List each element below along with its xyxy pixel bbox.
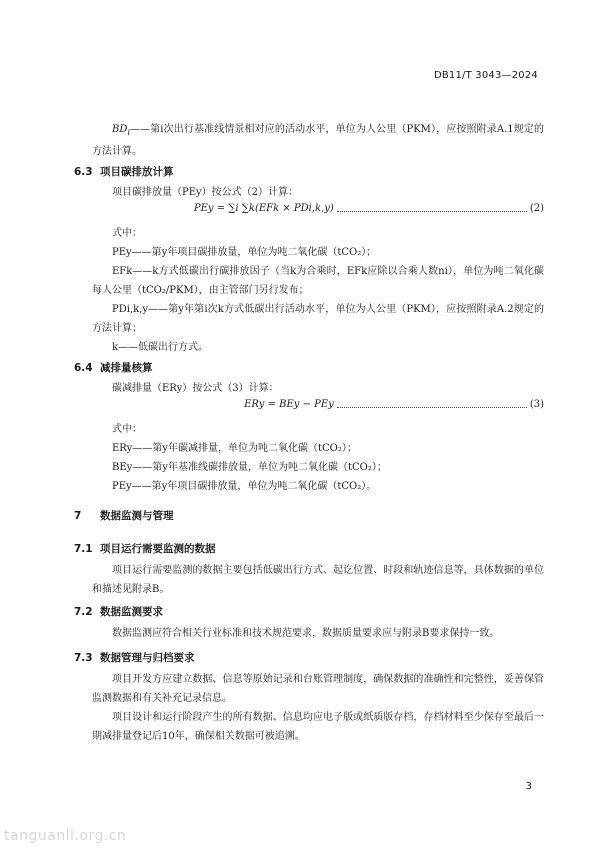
section-number: 7.3: [74, 652, 93, 664]
section-7-2-heading: [74, 604, 163, 619]
section-6-4-heading: [74, 360, 153, 375]
section-title: 数据监测与管理: [100, 510, 174, 522]
formula-2: [90, 203, 544, 214]
bd-definition-text: ——第i次出行基准线情景相对应的活动水平，单位为人公里（PKM），应按照附录A.1规定的方法计算。: [92, 124, 544, 157]
section-7-heading: [74, 508, 174, 523]
section-title: 项目运行需要监测的数据: [100, 543, 216, 555]
formula-3: [90, 399, 544, 410]
section-7-2-text: 数据监测应符合相关行业标准和技术规范要求，数据质量要求应与附录B要求保持一致。: [112, 628, 500, 639]
section-7-3-text-1: 项目开发方应建立数据、信息等原始记录和台账管理制度，确保数据的准确性和完整性，妥善保管监测数据和有关补充记录信息。: [92, 674, 544, 704]
section-number: 7.1: [74, 543, 93, 555]
formula-2-number: (2): [529, 203, 544, 214]
section-number: 7: [74, 510, 82, 522]
section-7-3-text-2: 项目设计和运行阶段产生的所有数据、信息均应电子版或纸质版存档，存档材料至少保存至最后一期减排量登记后10年，确保相关数据可被追溯。: [92, 712, 544, 742]
section-6-4-intro: 碳减排量（ERy）按公式（3）计算：: [112, 383, 279, 394]
site-watermark: tanguanli.org.cn: [4, 828, 127, 844]
section-7-1-text: 项目运行需要监测的数据主要包括低碳出行方式、起讫位置、时段和轨迹信息等，具体数据的单位和描述见附录B。: [92, 565, 544, 595]
bd-subscript: i: [127, 127, 131, 137]
ef-definition: EFk——k方式低碳出行碳排放因子（当k为合乘时，EFk应除以合乘人数ni），单位为吨二氧化碳每人公里（tCO₂/PKM），由主管部门另行发布；: [92, 266, 544, 296]
section-number: 6.3: [74, 166, 93, 178]
section-7-1-heading: [74, 541, 216, 556]
section-title: 项目碳排放计算: [100, 166, 174, 178]
er-definition: ERy——第y年碳减排量，单位为吨二氧化碳（tCO₂）；: [112, 443, 357, 454]
section-7-3-heading: [74, 650, 195, 665]
formula-3-number: (3): [529, 399, 544, 410]
where-label: 式中：: [112, 228, 142, 239]
section-title: 减排量核算: [100, 362, 153, 374]
pd-definition: PDi,k,y——第y年第i次k方式低碳出行活动水平，单位为人公里（PKM），应按照附录A.2规定的方法计算；: [92, 304, 544, 334]
page-number: 3: [525, 781, 532, 792]
where-label: 式中：: [112, 424, 142, 435]
pe2-definition: PEy——第y年项目碳排放量，单位为吨二氧化碳（tCO₂）。: [112, 481, 377, 492]
section-6-3-intro: 项目碳排放量（PEy）按公式（2）计算：: [112, 187, 299, 198]
document-code: DB11/T 3043—2024: [433, 70, 538, 81]
bd-symbol: BD: [112, 124, 128, 135]
section-title: 数据管理与归档要求: [100, 652, 195, 664]
k-definition: k——低碳出行方式。: [112, 342, 209, 353]
be-definition: BEy——第y年基准线碳排放量，单位为吨二氧化碳（tCO₂）；: [112, 462, 387, 473]
section-number: 7.2: [74, 606, 93, 618]
formula-2-leader: [337, 211, 527, 212]
formula-2-expression: PEy = ∑i ∑k(EFk × PDi,k,y): [193, 203, 334, 214]
bd-definition: [92, 120, 544, 161]
pe-definition: PEy——第y年项目碳排放量，单位为吨二氧化碳（tCO₂）；: [112, 247, 377, 258]
section-6-3-heading: [74, 164, 174, 179]
section-number: 6.4: [74, 362, 93, 374]
section-title: 数据监测要求: [100, 606, 163, 618]
formula-3-leader: [337, 407, 527, 408]
formula-3-expression: ERy = BEy − PEy: [244, 399, 334, 410]
